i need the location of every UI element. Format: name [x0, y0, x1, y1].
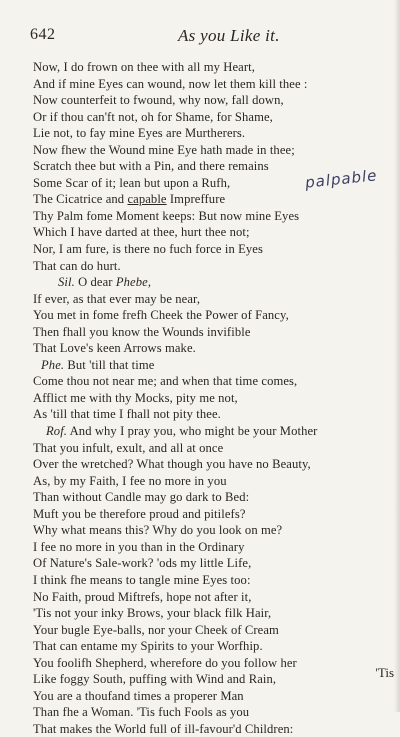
handwritten-margin-note: palpable: [304, 166, 379, 192]
line-text: The Cicatrice and: [33, 192, 128, 207]
line-text: Now counterfeit to fwound, why now, fall down,: [33, 93, 284, 108]
line-text: That makes the World full of ill-favour'd Children:: [33, 721, 294, 736]
text-line: [0, 638, 400, 655]
speaker-name: Rof.: [46, 424, 68, 439]
line-text: That Love's keen Arrows make.: [33, 341, 196, 356]
text-line: [0, 440, 400, 457]
text-line: [0, 324, 400, 341]
speaker-name: Phe.: [41, 357, 65, 372]
italic-name: Phebe,: [115, 275, 152, 290]
line-text: Your bugle Eye-balls, nor your Cheek of Cream: [33, 622, 279, 637]
page-edge-shadow: [394, 0, 400, 712]
page-number: 642: [30, 26, 56, 43]
text-line: [0, 688, 400, 705]
line-text: You met in fome frefh Cheek the Power of Fancy,: [33, 308, 289, 323]
line-text: You foolifh Shepherd, wherefore do you follow her: [33, 655, 297, 670]
line-text: No Faith, proud Miftrefs, hope not after it,: [33, 589, 252, 604]
running-title: As you Like it.: [178, 26, 280, 45]
line-text: Afflict me with thy Mocks, pity me not,: [33, 390, 238, 405]
line-text: Impreffure: [166, 192, 226, 207]
text-line: [0, 473, 400, 490]
line-text: But 'till that time: [64, 357, 155, 372]
line-text: That can do hurt.: [33, 258, 121, 273]
text-line: [0, 671, 400, 688]
line-text: Nor, I am fure, is there no fuch force in Eyes: [33, 242, 263, 257]
text-line: [0, 605, 400, 622]
text-line: [0, 125, 400, 142]
text-line: [0, 59, 400, 76]
text-line: [0, 456, 400, 473]
text-line: [0, 224, 400, 241]
line-text: Of Nature's Sale-work? 'ods my little Life,: [33, 556, 252, 571]
line-text: Why what means this? Why do you look on me?: [33, 523, 283, 538]
text-line: [0, 423, 400, 440]
line-text: I think fhe means to tangle mine Eyes too:: [33, 572, 251, 587]
text-line: [0, 506, 400, 523]
line-text: And why I pray you, who might be your Mother: [67, 424, 318, 439]
line-text: I fee no more in you than in the Ordinary: [33, 539, 245, 554]
line-text: Some Scar of it; lean but upon a Rufh,: [33, 175, 231, 190]
text-line: [0, 539, 400, 556]
catchword: 'Tis: [375, 665, 394, 680]
text-line: [0, 241, 400, 258]
text-line: [0, 291, 400, 308]
text-line: [0, 522, 400, 539]
text-line: [0, 92, 400, 109]
line-text: Come thou not near me; and when that time comes,: [33, 374, 298, 389]
text-line: [0, 655, 400, 672]
text-line: [0, 572, 400, 589]
page-header: [30, 26, 370, 50]
speaker-name: Sil.: [58, 275, 75, 290]
text-line: [0, 258, 400, 275]
line-text: You are a thoufand times a properer Man: [33, 688, 244, 703]
underlined-word: capable: [127, 192, 167, 207]
text-line: [0, 622, 400, 639]
line-text: And if mine Eyes can wound, now let them kill thee :: [33, 76, 308, 91]
text-line: [0, 589, 400, 606]
text-line: [0, 555, 400, 572]
line-text: 'Tis not your inky Brows, your black filk Hair,: [33, 606, 272, 621]
text-line: [0, 274, 400, 291]
line-text: Like foggy South, puffing with Wind and Rain,: [33, 672, 277, 687]
line-text: Than fhe a Woman. 'Tis fuch Fools as you: [33, 705, 250, 720]
line-text: If ever, as that ever may be near,: [33, 291, 201, 306]
text-line: [0, 406, 400, 423]
line-text: Or if thou can'ft not, oh for Shame, for Shame,: [33, 109, 273, 124]
text-line: [0, 373, 400, 390]
line-text: Thy Palm fome Moment keeps: But now mine Eyes: [33, 208, 300, 223]
line-text: Now fhew the Wound mine Eye hath made in thee;: [33, 142, 295, 157]
text-line: [0, 191, 400, 208]
line-text: As, by my Faith, I fee no more in you: [33, 473, 227, 488]
line-text: That can entame my Spirits to your Worfhip.: [33, 639, 263, 654]
line-text: Lie not, to fay mine Eyes are Murtherers.: [33, 126, 246, 141]
line-text: Which I have darted at thee, hurt thee not;: [33, 225, 250, 240]
text-line: [0, 340, 400, 357]
line-text: Now, I do frown on thee with all my Heart,: [33, 60, 255, 74]
text-line: [0, 76, 400, 93]
verse-text: [0, 59, 400, 737]
text-line: [0, 704, 400, 721]
line-text: Over the wretched? What though you have no Beauty,: [33, 457, 311, 472]
text-line: [0, 721, 400, 737]
line-text: Scratch thee but with a Pin, and there remains: [33, 159, 269, 174]
text-line: [0, 307, 400, 324]
text-line: [0, 208, 400, 225]
text-line: [0, 109, 400, 126]
text-line: [0, 357, 400, 374]
line-text: As 'till that time I fhall not pity thee.: [33, 407, 221, 422]
line-text: O dear: [74, 275, 116, 290]
text-line: [0, 142, 400, 159]
line-text: Muft you be therefore proud and pitilefs?: [33, 506, 246, 521]
line-text: Then fhall you know the Wounds invifible: [33, 324, 251, 339]
line-text: Than without Candle may go dark to Bed:: [33, 490, 250, 505]
line-text: That you infult, exult, and all at once: [33, 440, 224, 455]
text-line: [0, 489, 400, 506]
text-line: [0, 390, 400, 407]
